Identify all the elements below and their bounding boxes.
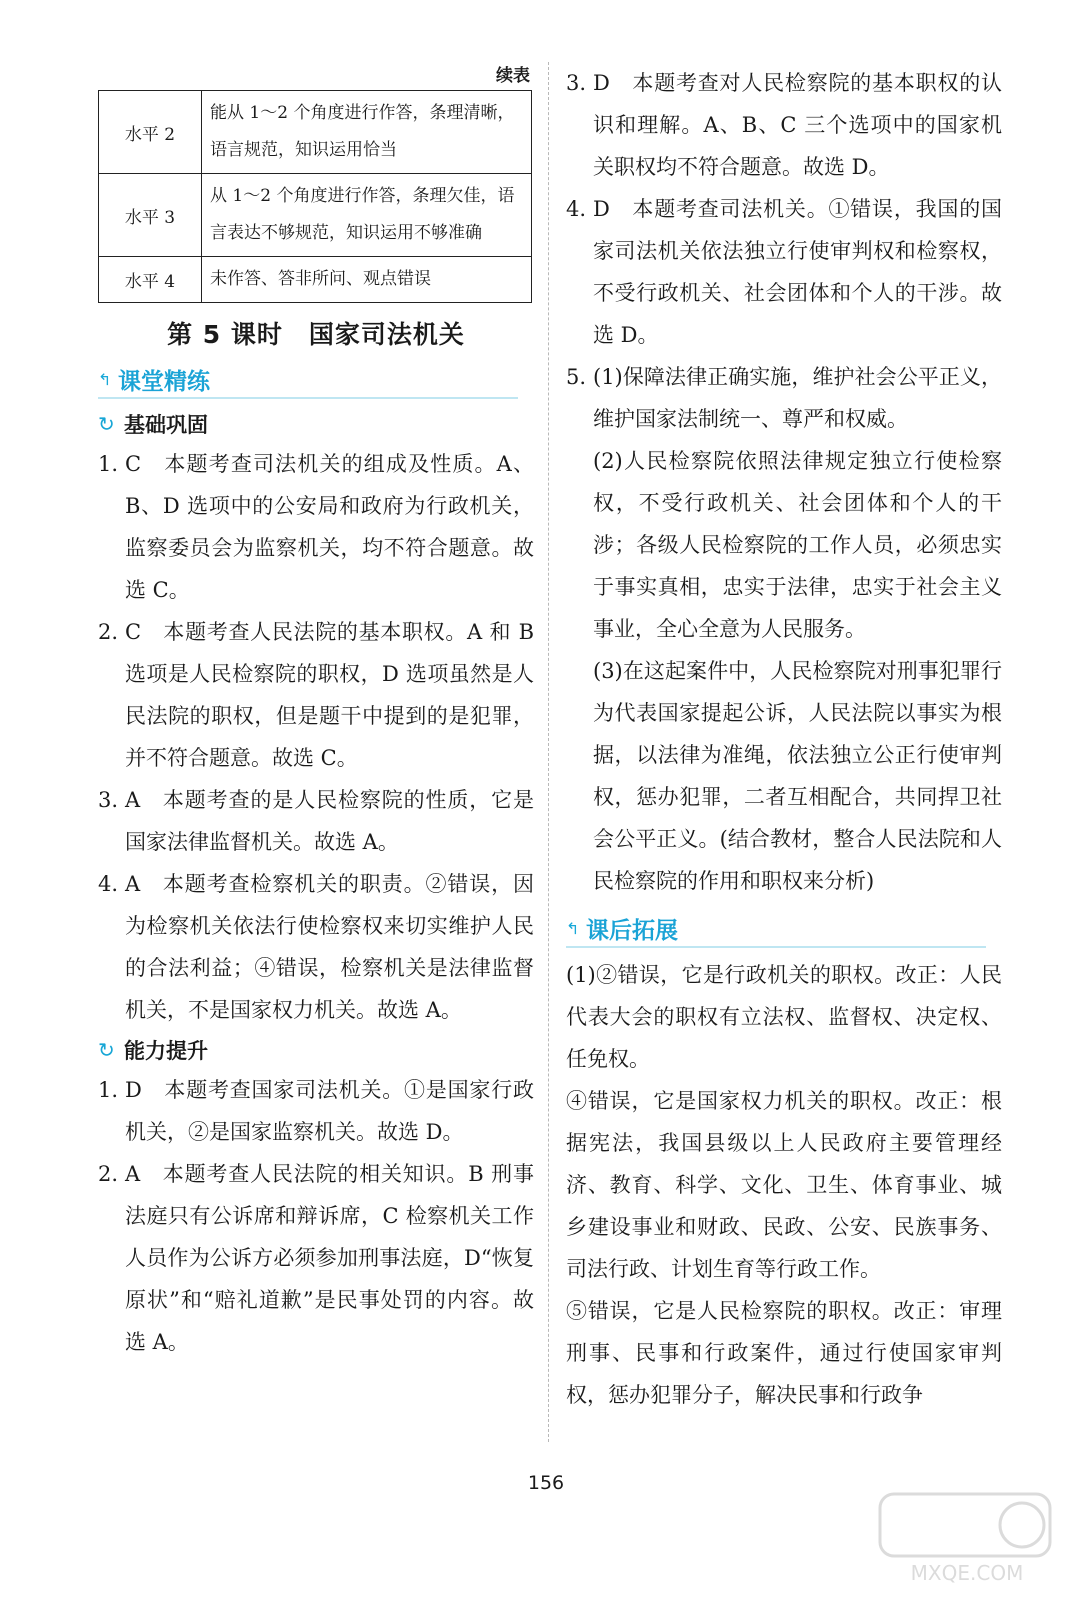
site-watermark-logo — [872, 1488, 1062, 1588]
swirl-icon: ↻ — [98, 412, 115, 436]
answer-subpart: (2)人民检察院依照法律规定独立行使检察权，不受行政机关、社会团体和个人的干涉；各级人民检察院的工作人员，必须忠实于事实真相，忠实于法律，忠实于社会主义事业，全心全意为人民服务。 — [593, 449, 1002, 641]
answer-item — [566, 62, 1002, 188]
column-divider — [548, 62, 549, 1442]
answer-item — [98, 611, 534, 779]
subhead-title: 基础巩固 — [124, 413, 208, 437]
item-number: 1. — [98, 452, 119, 476]
level-description: 能从 1～2 个角度进行作答，条理清晰，语言规范，知识运用恰当 — [202, 91, 532, 174]
table-row — [99, 91, 532, 174]
extension-paragraph: (1)②错误，它是行政机关的职权。改正：人民代表大会的职权有立法权、监督权、决定权、任免权。 — [566, 963, 1002, 1071]
answer-item — [566, 356, 1002, 440]
item-number: 5. — [566, 365, 587, 389]
item-number: 3. — [566, 71, 587, 95]
watermark-text: MXQE.COM — [910, 1561, 1024, 1585]
subhead-title: 能力提升 — [124, 1039, 208, 1063]
answer-item — [98, 863, 534, 1031]
item-text: A 本题考查的是人民检察院的性质，它是国家法律监督机关。故选 A。 — [125, 788, 534, 854]
lesson-title: 第 5 课时 国家司法机关 — [167, 320, 465, 349]
extension-paragraph: ⑤错误，它是人民检察院的职权。改正：审理刑事、民事和行政案件，通过行使国家审判权，惩办犯罪分子，解决民事和行政争 — [566, 1299, 1002, 1407]
level-description: 未作答、答非所问、观点错误 — [202, 257, 532, 303]
item-text: A 本题考查检察机关的职责。②错误，因为检察机关依法行使检察权来切实维护人民的合法利益；④错误，检察机关是法律监督机关，不是国家权力机关。故选 A。 — [125, 872, 534, 1022]
answer-item — [98, 1153, 534, 1363]
evaluation-table — [98, 90, 532, 303]
continued-label: 续表 — [496, 66, 530, 86]
right-column — [566, 62, 1002, 1416]
section-banner-extension — [566, 910, 986, 948]
item-text: D 本题考查对人民检察院的基本职权的认识和理解。A、B、C 三个选项中的国家机关职权均不符合题意。故选 D。 — [593, 71, 1002, 179]
extension-paragraph: ④错误，它是国家权力机关的职权。改正：根据宪法，我国县级以上人民政府主要管理经济、教育、科学、文化、卫生、体育事业、城乡建设事业和财政、民政、公安、民族事务、司法行政、计划生育等行政工作。 — [566, 1089, 1002, 1281]
section-title: 课堂精练 — [118, 368, 210, 395]
subhead-ability — [98, 1031, 534, 1069]
left-column — [98, 62, 534, 1363]
item-text: D 本题考查国家司法机关。①是国家行政机关，②是国家监察机关。故选 D。 — [125, 1078, 534, 1144]
section-title: 课后拓展 — [586, 917, 678, 944]
item-number: 4. — [566, 197, 587, 221]
level-cell: 水平 2 — [99, 91, 202, 174]
swirl-icon: ↻ — [98, 1038, 115, 1062]
answer-item — [566, 188, 1002, 356]
item-text: A 本题考查人民法院的相关知识。B 刑事法庭只有公诉席和辩诉席，C 检察机关工作人员作为公诉方必须参加刑事法庭，D“恢复原状”和“赔礼道歉”是民事处罚的内容。故选 A。 — [125, 1162, 534, 1354]
subhead-basic — [98, 405, 534, 443]
item-text: (1)保障法律正确实施，维护社会公平正义，维护国家法制统一、尊严和权威。 — [593, 365, 1002, 431]
item-number: 1. — [98, 1078, 119, 1102]
curl-arrow-icon: ↰ — [98, 369, 112, 389]
answer-item — [98, 779, 534, 863]
curl-arrow-icon: ↰ — [566, 918, 580, 938]
answer-item — [98, 443, 534, 611]
item-text: C 本题考查人民法院的基本职权。A 和 B 选项是人民检察院的职权，D 选项虽然是人民法院的职权，但是题干中提到的是犯罪，并不符合题意。故选 C。 — [125, 620, 534, 770]
answer-subpart: (3)在这起案件中，人民检察院对刑事犯罪行为代表国家提起公诉，人民法院以事实为根据，以法律为准绳，依法独立公正行使审判权，惩办犯罪，二者互相配合，共同捍卫社会公平正义。(结合教材，整合人民法院和人民检察院的作用和职权来分析) — [593, 659, 1002, 893]
level-cell: 水平 4 — [99, 257, 202, 303]
table-row — [99, 174, 532, 257]
item-number: 2. — [98, 620, 119, 644]
page-number: 156 — [527, 1472, 565, 1494]
section-banner-practice — [98, 361, 518, 399]
item-text: C 本题考查司法机关的组成及性质。A、B、D 选项中的公安局和政府为行政机关，监察委员会为监察机关，均不符合题意。故选 C。 — [125, 452, 534, 602]
answer-item — [98, 1069, 534, 1153]
item-number: 3. — [98, 788, 119, 812]
item-number: 4. — [98, 872, 119, 896]
table-row — [99, 257, 532, 303]
item-number: 2. — [98, 1162, 119, 1186]
level-cell: 水平 3 — [99, 174, 202, 257]
level-description: 从 1～2 个角度进行作答，条理欠佳，语言表达不够规范，知识运用不够准确 — [202, 174, 532, 257]
item-text: D 本题考查司法机关。①错误，我国的国家司法机关依法独立行使审判权和检察权，不受行政机关、社会团体和个人的干涉。故选 D。 — [593, 197, 1002, 347]
